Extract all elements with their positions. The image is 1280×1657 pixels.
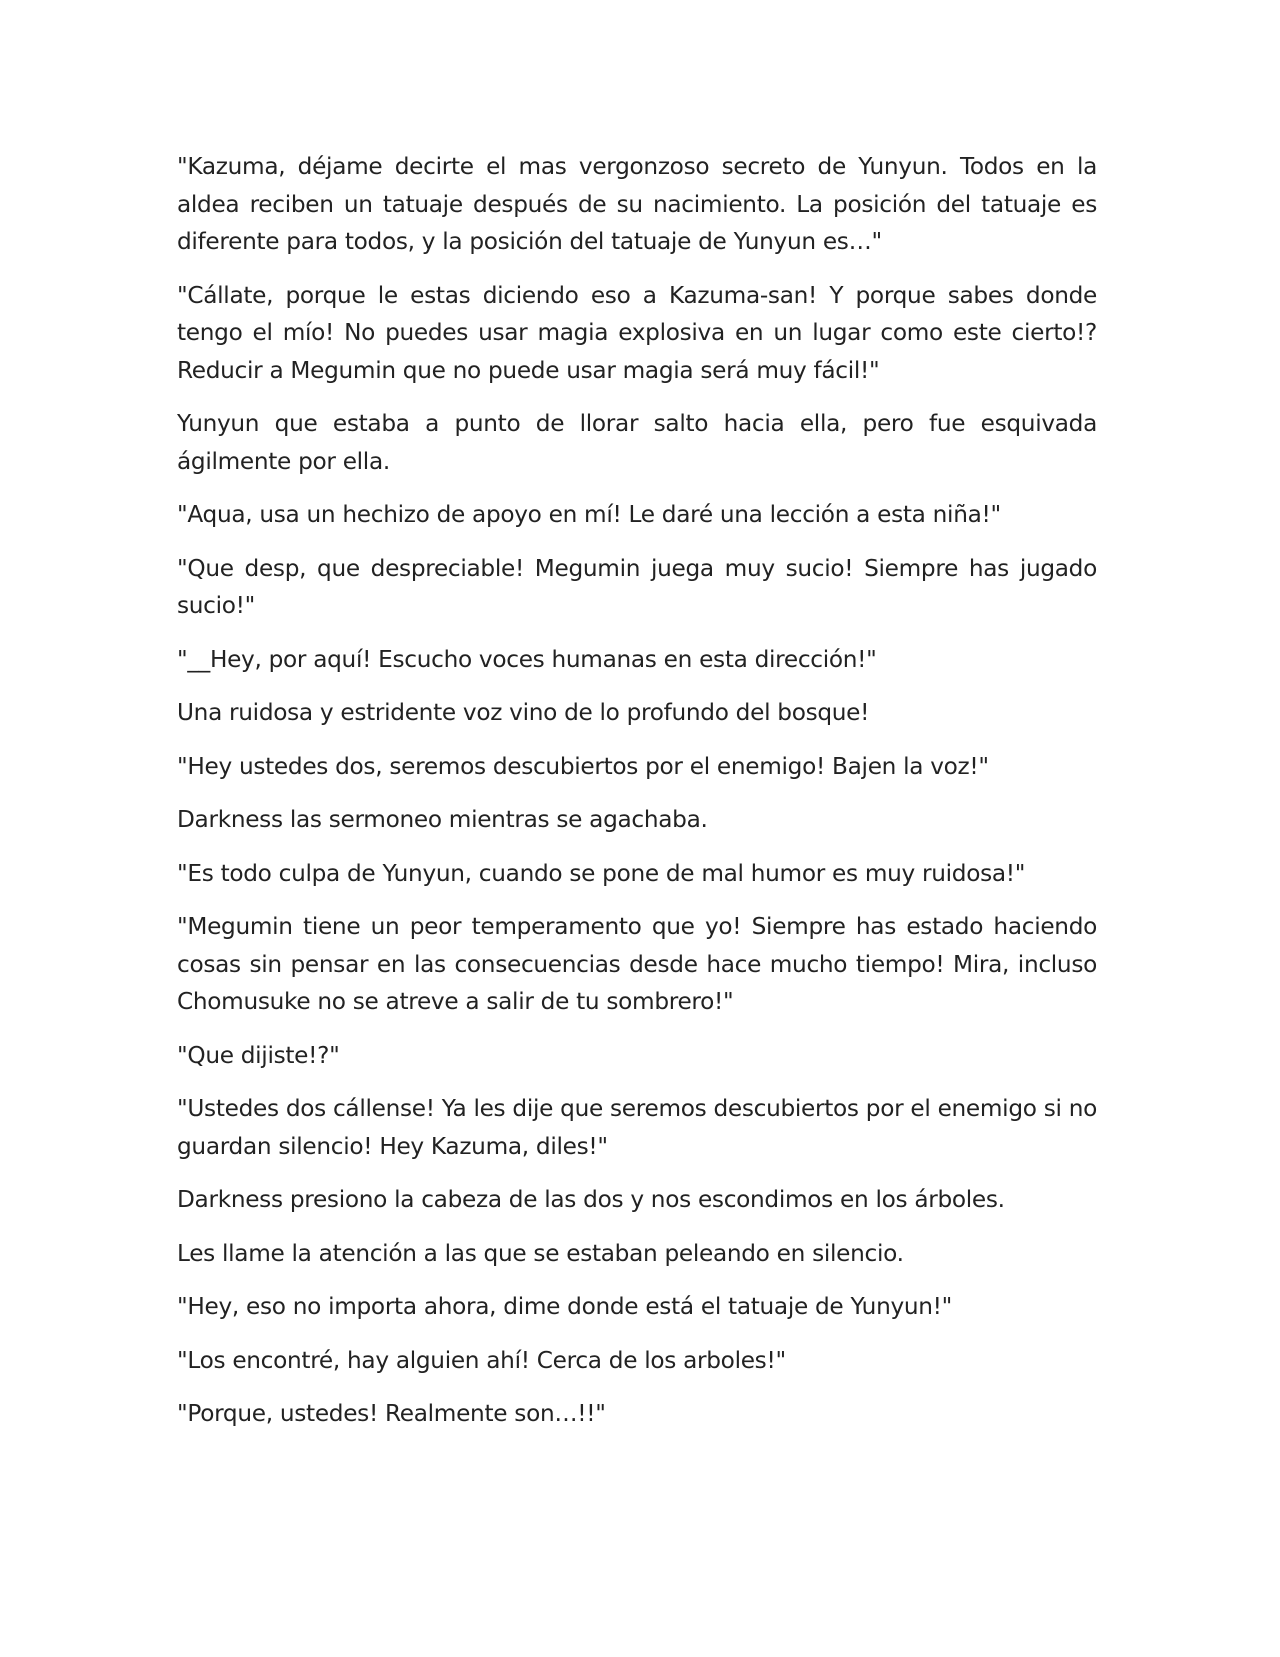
paragraph: "Aqua, usa un hechizo de apoyo en mí! Le daré una lección a esta niña!" <box>177 501 1001 528</box>
paragraph: "Los encontré, hay alguien ahí! Cerca de los arboles!" <box>177 1346 786 1374</box>
paragraph: Yunyun que estaba a punto de llorar salto hacia ella, pero fue esquivada ágilmente por ella. <box>177 410 1097 475</box>
paragraph: Darkness presiono la cabeza de las dos y nos escondimos en los árboles. <box>177 1186 1005 1213</box>
paragraph: Les llame la atención a las que se estaban peleando en silencio. <box>177 1239 904 1267</box>
paragraph: "Cállate, porque le estas diciendo eso a Kazuma-san! Y porque sabes donde tengo el mío! No puedes usar magia explosiva en un lugar como este cierto!? Reducir a Megumin que no puede usar magia será muy fácil!" <box>177 281 1097 384</box>
document-body <box>177 148 1097 1449</box>
paragraph: "Kazuma, déjame decirte el mas vergonzoso secreto de Yunyun. Todos en la aldea reciben un tatuaje después de su nacimiento. La posición del tatuaje es diferente para todos, y la posición del tatuaje de Yunyun es…" <box>177 153 1097 255</box>
paragraph: "Que dijiste!?" <box>177 1041 340 1069</box>
paragraph: "Hey, eso no importa ahora, dime donde está el tatuaje de Yunyun!" <box>177 1293 953 1320</box>
paragraph: "Ustedes dos cállense! Ya les dije que seremos descubiertos por el enemigo si no guardan silencio! Hey Kazuma, diles!" <box>177 1095 1097 1160</box>
paragraph: Darkness las sermoneo mientras se agachaba. <box>177 806 708 833</box>
paragraph: "__Hey, por aquí! Escucho voces humanas en esta dirección!" <box>177 645 877 673</box>
paragraph: "Que desp, que despreciable! Megumin juega muy sucio! Siempre has jugado sucio!" <box>177 554 1097 619</box>
paragraph: "Megumin tiene un peor temperamento que yo! Siempre has estado haciendo cosas sin pensar en las consecuencias desde hace mucho tiempo! Mira, incluso Chomusuke no se atreve a salir de tu sombrero!" <box>177 913 1097 1015</box>
paragraph: "Hey ustedes dos, seremos descubiertos por el enemigo! Bajen la voz!" <box>177 752 989 780</box>
paragraph: "Es todo culpa de Yunyun, cuando se pone de mal humor es muy ruidosa!" <box>177 859 1026 887</box>
paragraph: "Porque, ustedes! Realmente son…!!" <box>177 1400 606 1427</box>
paragraph: Una ruidosa y estridente voz vino de lo profundo del bosque! <box>177 699 870 726</box>
